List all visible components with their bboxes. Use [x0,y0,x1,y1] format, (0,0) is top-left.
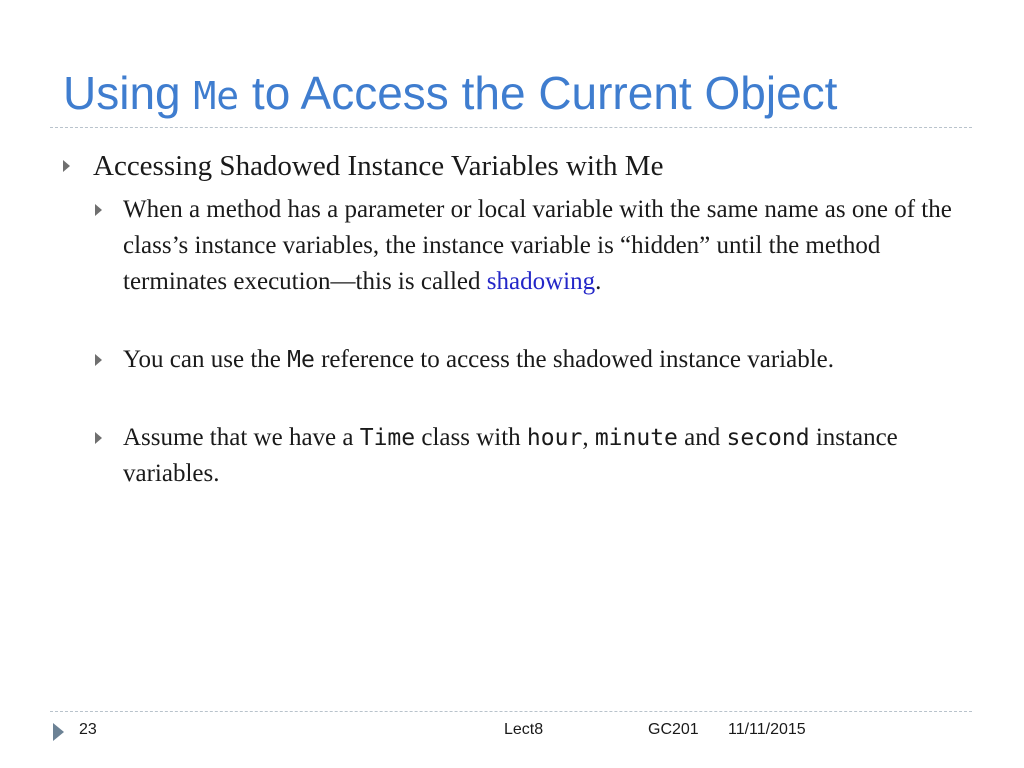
bullet-arrow-icon [63,160,70,172]
code-minute: minute [594,425,678,451]
title-code-me: Me [193,74,240,118]
title-text-after: to Access the Current Object [239,67,838,119]
bullet-time-text-3: , [582,424,595,451]
bullet-me-text-after: reference to access the shadowed instance variable. [314,346,835,373]
code-second: second [726,425,810,451]
bullet-me-reference [123,342,963,378]
bullet-time-text-4: and [677,424,727,451]
footer-arrow-icon [53,723,64,741]
title-text-before: Using [63,67,194,119]
level1-bullet-text: Accessing Shadowed Instance Variables with Me [93,150,664,182]
bullet-me-text-before: You can use the [123,346,288,373]
title-divider [50,127,972,128]
keyword-shadowing: shadowing [486,268,596,295]
footer-page-number: 23 [79,721,97,738]
code-hour: hour [526,425,583,451]
bullet-arrow-icon [95,354,102,366]
bullet-time-class [123,420,963,492]
slide-title [63,64,837,125]
bullet-time-text-2: class with [415,424,527,451]
code-time: Time [359,425,416,451]
bullet-time-text-5: instance variables. [123,424,898,487]
bullet-arrow-icon [95,432,102,444]
footer-divider [50,711,972,712]
bullet-time-text-1: Assume that we have a [123,424,360,451]
footer-lecture: Lect8 [504,721,544,738]
bullet-shadowing-end: . [595,268,602,295]
bullet-arrow-icon [95,204,102,216]
bullet-shadowing-text: When a method has a parameter or local variable with the same name as one of the class’s instance variables, the instance variable is “hidden” until the method terminates execution—this is called [123,196,952,295]
footer-course: GC201 [648,721,699,738]
footer-date: 11/11/2015 [728,721,806,738]
code-me: Me [287,347,315,373]
bullet-shadowing [123,192,963,300]
